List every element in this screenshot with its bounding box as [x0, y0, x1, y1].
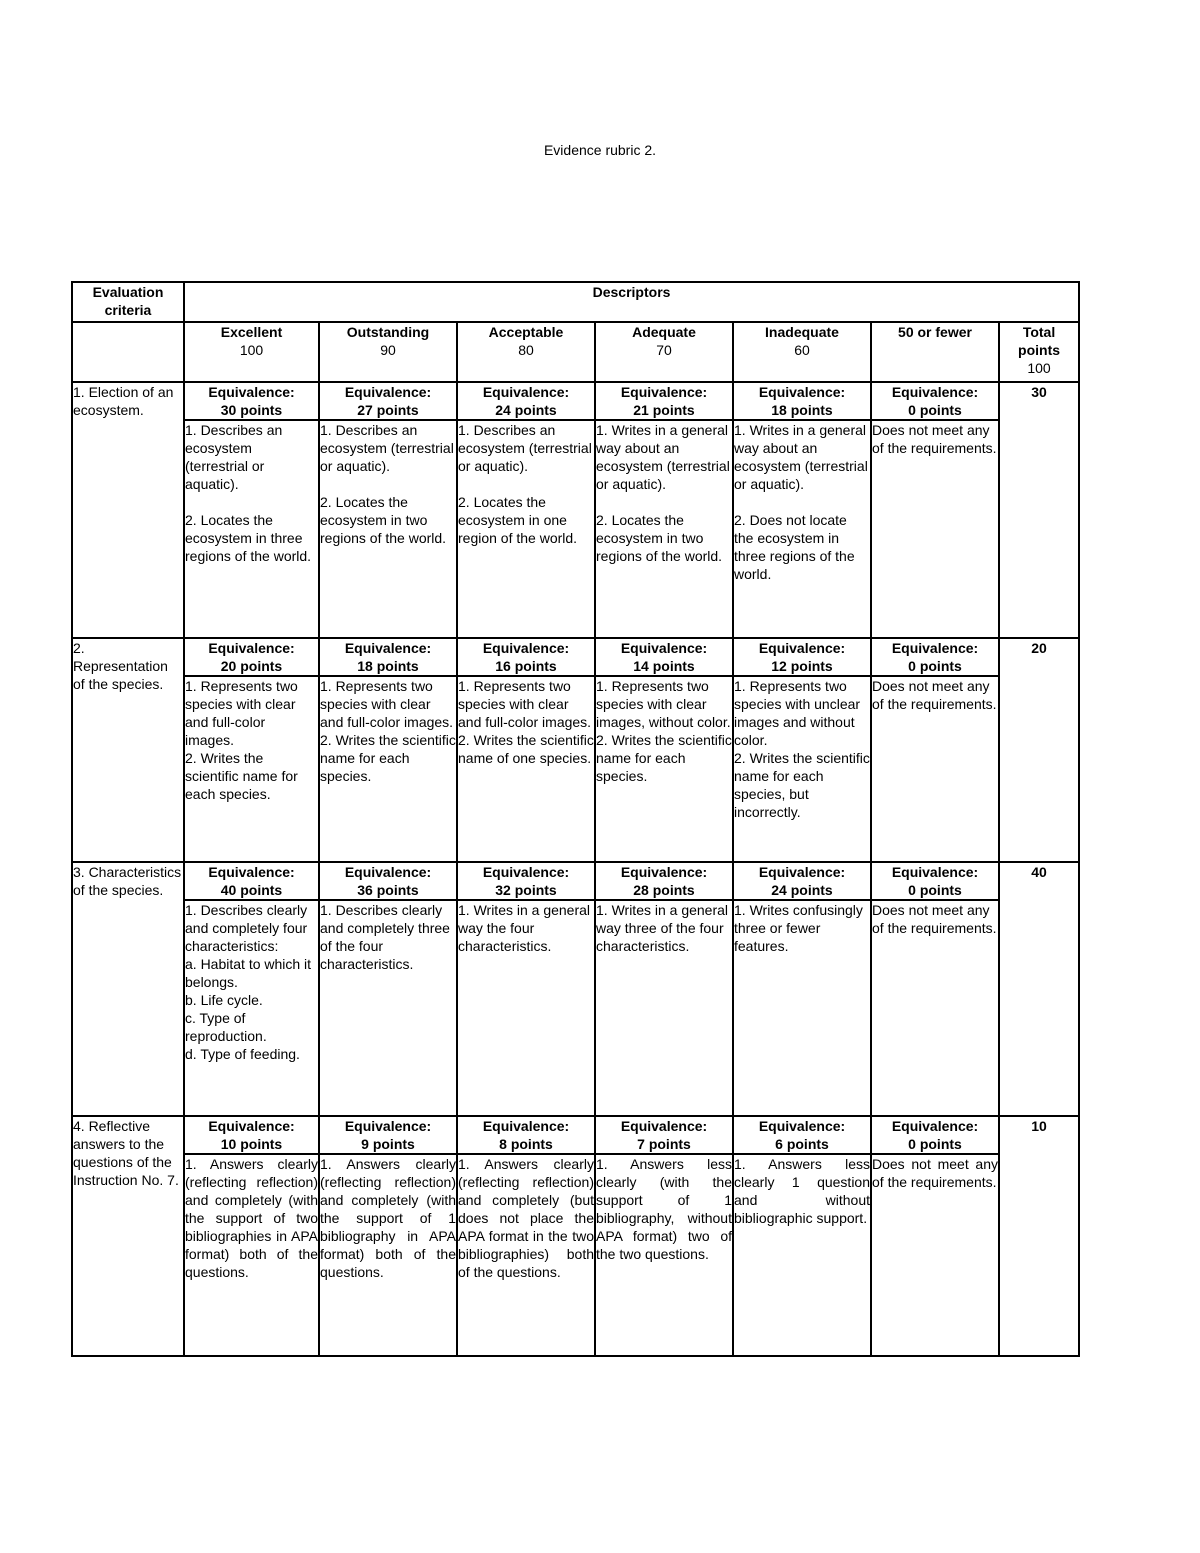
descriptor-cell: 1. Answers clearly (reflecting reflection) and completely (but does not place the APA format in the two bibliographies) both of the questions. [457, 1154, 595, 1356]
equivalence-cell: Equivalence: 32 points [457, 862, 595, 900]
empty-header-cell [72, 322, 184, 382]
descriptor-cell: 1. Describes an ecosystem (terrestrial or aquatic). 2. Locates the ecosystem in two regions of the world. [319, 420, 457, 638]
equivalence-cell: Equivalence: 12 points [733, 638, 871, 676]
equivalence-cell: Equivalence: 36 points [319, 862, 457, 900]
equivalence-cell: Equivalence: 27 points [319, 382, 457, 420]
equivalence-cell: Equivalence: 7 points [595, 1116, 733, 1154]
descriptor-cell: 1. Answers clearly (reflecting reflection) and completely (with the support of two bibliographies in APA format) both of the questions. [184, 1154, 319, 1356]
criterion-row [72, 638, 1079, 676]
equivalence-cell: Equivalence: 0 points [871, 382, 999, 420]
descriptor-cell: Does not meet any of the requirements. [871, 900, 999, 1116]
equivalence-cell: Equivalence: 20 points [184, 638, 319, 676]
descriptors-header: Descriptors [184, 282, 1079, 322]
descriptor-cell: Does not meet any of the requirements. [871, 420, 999, 638]
equivalence-cell: Equivalence: 0 points [871, 862, 999, 900]
criteria-header: Evaluation criteria [72, 282, 184, 322]
descriptor-cell: 1. Writes in a general way about an ecosystem (terrestrial or aquatic). 2. Locates the ecosystem in two regions of the world. [595, 420, 733, 638]
total-points-cell: 40 [999, 862, 1079, 1116]
descriptor-cell: 1. Answers less clearly 1 question and without bibliographic support. [733, 1154, 871, 1356]
criterion-row [72, 382, 1079, 420]
equivalence-cell: Equivalence: 8 points [457, 1116, 595, 1154]
equivalence-cell: Equivalence: 24 points [733, 862, 871, 900]
criterion-cell: 3. Characteristics of the species. [72, 862, 184, 1116]
equivalence-cell: Equivalence: 40 points [184, 862, 319, 900]
descriptor-cell: 1. Represents two species with unclear images and without color. 2. Writes the scientific name for each species, but incorrectly. [733, 676, 871, 862]
page-title: Evidence rubric 2. [543, 142, 657, 158]
equivalence-cell: Equivalence: 24 points [457, 382, 595, 420]
equivalence-cell: Equivalence: 0 points [871, 1116, 999, 1154]
equivalence-cell: Equivalence: 10 points [184, 1116, 319, 1154]
header-row-2 [72, 322, 1079, 382]
equivalence-cell: Equivalence: 14 points [595, 638, 733, 676]
equivalence-cell: Equivalence: 0 points [871, 638, 999, 676]
total-points-cell: 10 [999, 1116, 1079, 1356]
descriptor-cell: 1. Writes in a general way about an ecosystem (terrestrial or aquatic). 2. Does not locate the ecosystem in three regions of the world. [733, 420, 871, 638]
equivalence-cell: Equivalence: 30 points [184, 382, 319, 420]
descriptor-cell: 1. Writes in a general way the four characteristics. [457, 900, 595, 1116]
equivalence-cell: Equivalence: 16 points [457, 638, 595, 676]
equivalence-cell: Equivalence: 18 points [733, 382, 871, 420]
level-header: 50 or fewer [871, 322, 999, 382]
descriptor-row [72, 900, 1079, 1116]
equivalence-cell: Equivalence: 21 points [595, 382, 733, 420]
descriptor-cell: 1. Describes an ecosystem (terrestrial or aquatic). 2. Locates the ecosystem in three regions of the world. [184, 420, 319, 638]
header-row-1 [72, 282, 1079, 322]
criterion-row [72, 1116, 1079, 1154]
descriptor-cell: 1. Describes clearly and completely four characteristics: a. Habitat to which it belongs. b. Life cycle. c. Type of reproduction. d. Type of feeding. [184, 900, 319, 1116]
descriptor-row [72, 1154, 1079, 1356]
level-header: Acceptable 80 [457, 322, 595, 382]
total-points-cell: 20 [999, 638, 1079, 862]
equivalence-cell: Equivalence: 9 points [319, 1116, 457, 1154]
level-header: Adequate 70 [595, 322, 733, 382]
total-header: Total points 100 [999, 322, 1079, 382]
criterion-cell: 2. Representation of the species. [72, 638, 184, 862]
rubric-table [71, 281, 1080, 1357]
descriptor-row [72, 420, 1079, 638]
descriptor-cell: 1. Writes in a general way three of the four characteristics. [595, 900, 733, 1116]
level-header: Inadequate 60 [733, 322, 871, 382]
criterion-cell: 1. Election of an ecosystem. [72, 382, 184, 638]
descriptor-cell: 1. Describes an ecosystem (terrestrial or aquatic). 2. Locates the ecosystem in one region of the world. [457, 420, 595, 638]
descriptor-cell: Does not meet any of the requirements. [871, 1154, 999, 1356]
total-points-cell: 30 [999, 382, 1079, 638]
descriptor-cell: 1. Answers clearly (reflecting reflection) and completely (with the support of 1 bibliography in APA format) both of the questions. [319, 1154, 457, 1356]
criterion-row [72, 862, 1079, 900]
descriptor-cell: Does not meet any of the requirements. [871, 676, 999, 862]
equivalence-cell: Equivalence: 6 points [733, 1116, 871, 1154]
equivalence-cell: Equivalence: 28 points [595, 862, 733, 900]
criterion-cell: 4. Reflective answers to the questions of the Instruction No. 7. [72, 1116, 184, 1356]
equivalence-cell: Equivalence: 18 points [319, 638, 457, 676]
level-header: Outstanding 90 [319, 322, 457, 382]
descriptor-cell: 1. Describes clearly and completely three of the four characteristics. [319, 900, 457, 1116]
descriptor-cell: 1. Represents two species with clear and full-color images. 2. Writes the scientific name for each species. [319, 676, 457, 862]
descriptor-cell: 1. Writes confusingly three or fewer features. [733, 900, 871, 1116]
descriptor-cell: 1. Answers less clearly (with the support of 1 bibliography, without APA format) two of the two questions. [595, 1154, 733, 1356]
descriptor-cell: 1. Represents two species with clear and full-color images. 2. Writes the scientific name for each species. [184, 676, 319, 862]
level-header: Excellent 100 [184, 322, 319, 382]
descriptor-cell: 1. Represents two species with clear images, without color. 2. Writes the scientific name for each species. [595, 676, 733, 862]
descriptor-cell: 1. Represents two species with clear and full-color images. 2. Writes the scientific name of one species. [457, 676, 595, 862]
descriptor-row [72, 676, 1079, 862]
